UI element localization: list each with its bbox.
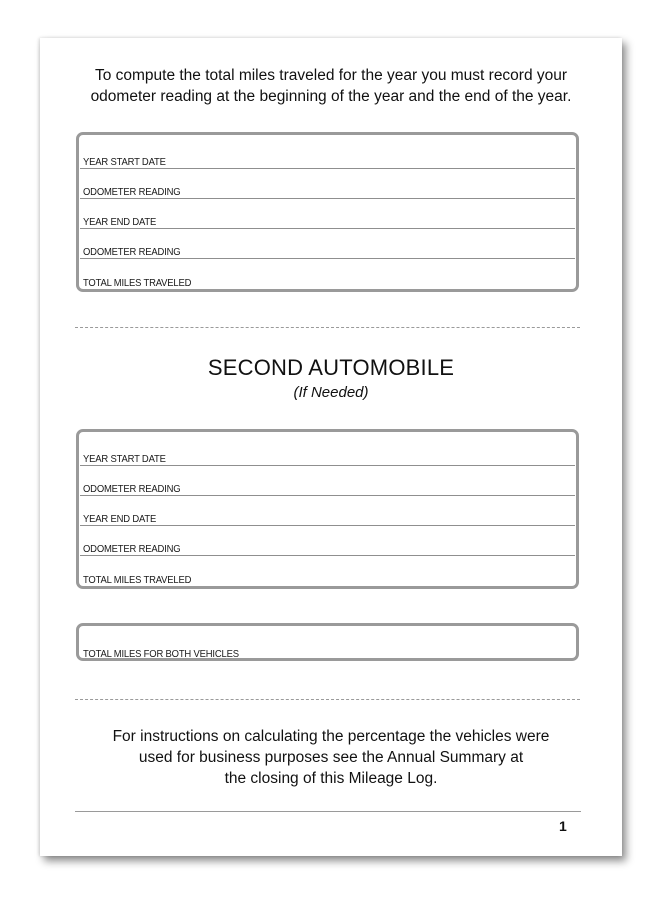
odometer-end-field[interactable] [80, 526, 575, 556]
dashed-divider [75, 327, 580, 328]
field-label: YEAR END DATE [83, 513, 157, 525]
total-both-vehicles-field[interactable] [80, 626, 575, 660]
second-vehicle-form [76, 429, 579, 589]
combined-total-form [76, 623, 579, 661]
intro-instructions [40, 65, 622, 107]
dashed-divider [75, 699, 580, 700]
year-start-date-field[interactable] [80, 432, 575, 466]
total-miles-field[interactable] [80, 259, 575, 289]
odometer-end-field[interactable] [80, 229, 575, 259]
field-label: YEAR START DATE [83, 156, 166, 168]
field-label: ODOMETER READING [83, 246, 181, 258]
field-label: TOTAL MILES TRAVELED [83, 277, 192, 289]
odometer-start-field[interactable] [80, 169, 575, 199]
total-miles-field[interactable] [80, 556, 575, 586]
field-label: ODOMETER READING [83, 483, 181, 495]
year-end-date-field[interactable] [80, 496, 575, 526]
field-label: TOTAL MILES FOR BOTH VEHICLES [83, 648, 239, 660]
odometer-start-field[interactable] [80, 466, 575, 496]
outro-line-2: used for business purposes see the Annual Summary at [138, 749, 524, 766]
year-start-date-field[interactable] [80, 135, 575, 169]
mileage-log-page [40, 38, 622, 856]
section-subtitle: (If Needed) [293, 384, 369, 401]
field-label: YEAR END DATE [83, 216, 157, 228]
section-title: SECOND AUTOMOBILE [207, 355, 455, 380]
field-label: ODOMETER READING [83, 186, 181, 198]
field-label: ODOMETER READING [83, 543, 181, 555]
outro-line-1: For instructions on calculating the percentage the vehicles were [112, 728, 550, 745]
year-end-date-field[interactable] [80, 199, 575, 229]
first-vehicle-form [76, 132, 579, 292]
closing-instructions [40, 726, 622, 789]
intro-line-1: To compute the total miles traveled for the year you must record your [94, 67, 568, 84]
footer-rule [75, 811, 581, 812]
field-label: TOTAL MILES TRAVELED [83, 574, 192, 586]
outro-line-3: the closing of this Mileage Log. [224, 770, 438, 787]
intro-line-2: odometer reading at the beginning of the year and the end of the year. [90, 88, 572, 105]
page-number: 1 [559, 818, 567, 834]
field-label: YEAR START DATE [83, 453, 166, 465]
